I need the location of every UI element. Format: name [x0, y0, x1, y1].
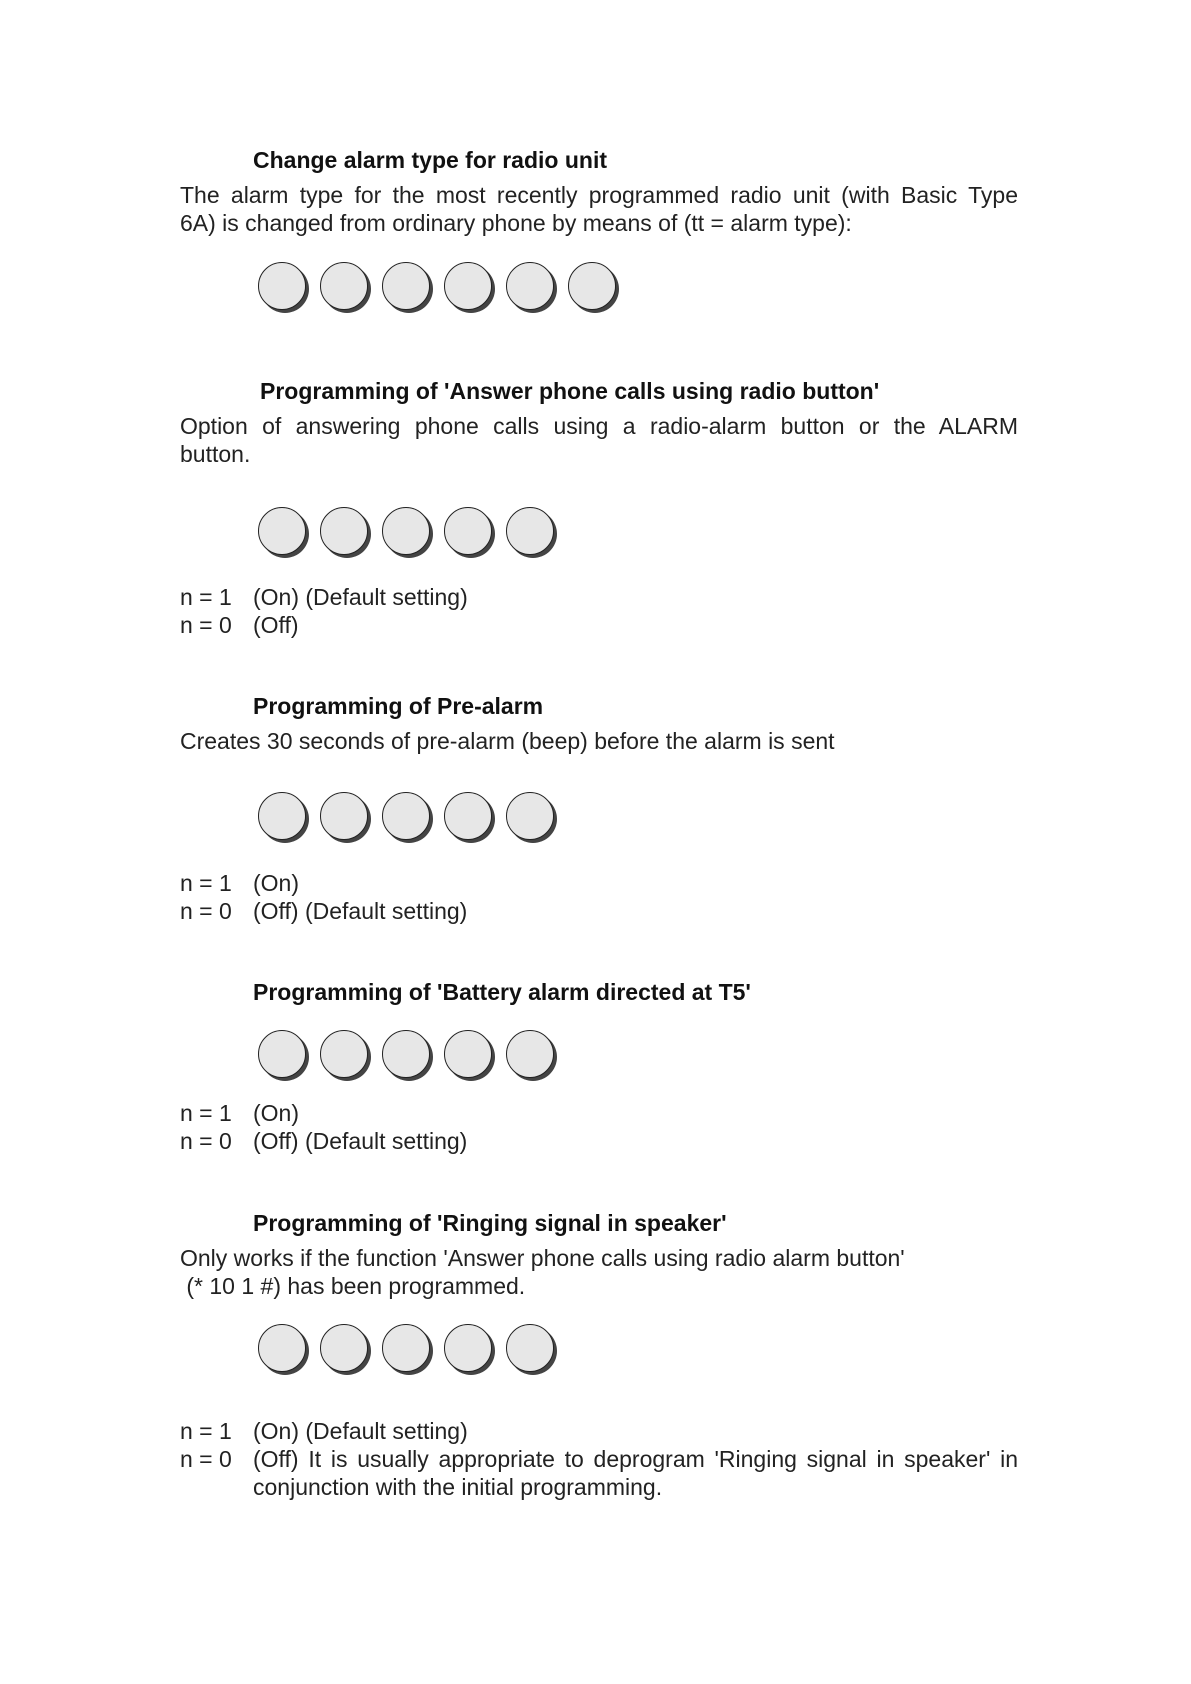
section-desc-line: Option of answering phone calls using a radio-alarm button or the ALARM — [180, 413, 1018, 439]
key-placeholder-circle — [382, 1324, 430, 1372]
key-placeholder-circle — [382, 1030, 430, 1078]
section-title-change-alarm-type: Change alarm type for radio unit — [253, 147, 607, 173]
keypad-sequence-5 — [258, 1030, 554, 1078]
option-value: n = 0 — [180, 612, 232, 638]
key-placeholder-circle — [444, 792, 492, 840]
option-value: n = 1 — [180, 1418, 232, 1444]
option-value: n = 1 — [180, 584, 232, 610]
option-value: n = 1 — [180, 870, 232, 896]
option-description: (Off) — [253, 612, 299, 638]
key-placeholder-circle — [506, 792, 554, 840]
section-title-battery-alarm: Programming of 'Battery alarm directed at T5' — [253, 979, 751, 1005]
option-row — [180, 897, 1018, 925]
section-desc-line: The alarm type for the most recently programmed radio unit (with Basic Type — [180, 182, 1018, 208]
key-placeholder-circle — [320, 1030, 368, 1078]
keypad-sequence-6 — [258, 262, 616, 310]
key-placeholder-circle — [258, 1030, 306, 1078]
section-desc-line: button. — [180, 441, 251, 467]
keypad-sequence-5 — [258, 1324, 554, 1372]
option-description: (Off) (Default setting) — [253, 898, 468, 924]
option-row — [180, 1099, 1018, 1127]
option-value: n = 1 — [180, 1100, 232, 1126]
option-row — [180, 1417, 1018, 1445]
section-title-ringing-signal: Programming of 'Ringing signal in speaker' — [253, 1210, 727, 1236]
key-placeholder-circle — [444, 507, 492, 555]
key-placeholder-circle — [506, 1030, 554, 1078]
key-placeholder-circle — [258, 507, 306, 555]
key-placeholder-circle — [506, 507, 554, 555]
keypad-sequence-5 — [258, 507, 554, 555]
option-description: (Off) It is usually appropriate to deprogram 'Ringing signal in speaker' in conjunction with the initial programming. — [253, 1446, 1018, 1500]
key-placeholder-circle — [382, 262, 430, 310]
key-placeholder-circle — [382, 507, 430, 555]
key-placeholder-circle — [506, 1324, 554, 1372]
key-placeholder-circle — [320, 792, 368, 840]
key-placeholder-circle — [320, 1324, 368, 1372]
section-desc-line: Creates 30 seconds of pre-alarm (beep) before the alarm is sent — [180, 728, 835, 754]
key-placeholder-circle — [320, 262, 368, 310]
key-placeholder-circle — [444, 1324, 492, 1372]
option-description: (On) — [253, 1100, 299, 1126]
option-row — [180, 869, 1018, 897]
key-placeholder-circle — [258, 792, 306, 840]
key-placeholder-circle — [568, 262, 616, 310]
section-title-answer-phone-calls: Programming of 'Answer phone calls using radio button' — [260, 378, 880, 404]
option-row — [180, 1445, 1018, 1501]
option-row — [180, 611, 1018, 639]
key-placeholder-circle — [506, 262, 554, 310]
option-description: (On) (Default setting) — [253, 584, 468, 610]
key-placeholder-circle — [382, 792, 430, 840]
keypad-sequence-5 — [258, 792, 554, 840]
key-placeholder-circle — [258, 1324, 306, 1372]
section-desc-line: Only works if the function 'Answer phone calls using radio alarm button' — [180, 1245, 905, 1271]
option-row — [180, 1127, 1018, 1155]
option-value: n = 0 — [180, 898, 232, 924]
section-desc-line: (* 10 1 #) has been programmed. — [180, 1273, 526, 1299]
key-placeholder-circle — [320, 507, 368, 555]
option-value: n = 0 — [180, 1128, 232, 1154]
option-value: n = 0 — [180, 1446, 232, 1472]
key-placeholder-circle — [444, 262, 492, 310]
option-description: (On) (Default setting) — [253, 1418, 468, 1444]
key-placeholder-circle — [258, 262, 306, 310]
section-desc-line: 6A) is changed from ordinary phone by means of (tt = alarm type): — [180, 210, 852, 236]
option-description: (On) — [253, 870, 299, 896]
key-placeholder-circle — [444, 1030, 492, 1078]
section-title-pre-alarm: Programming of Pre-alarm — [253, 693, 544, 719]
option-description: (Off) (Default setting) — [253, 1128, 468, 1154]
option-row — [180, 583, 1018, 611]
